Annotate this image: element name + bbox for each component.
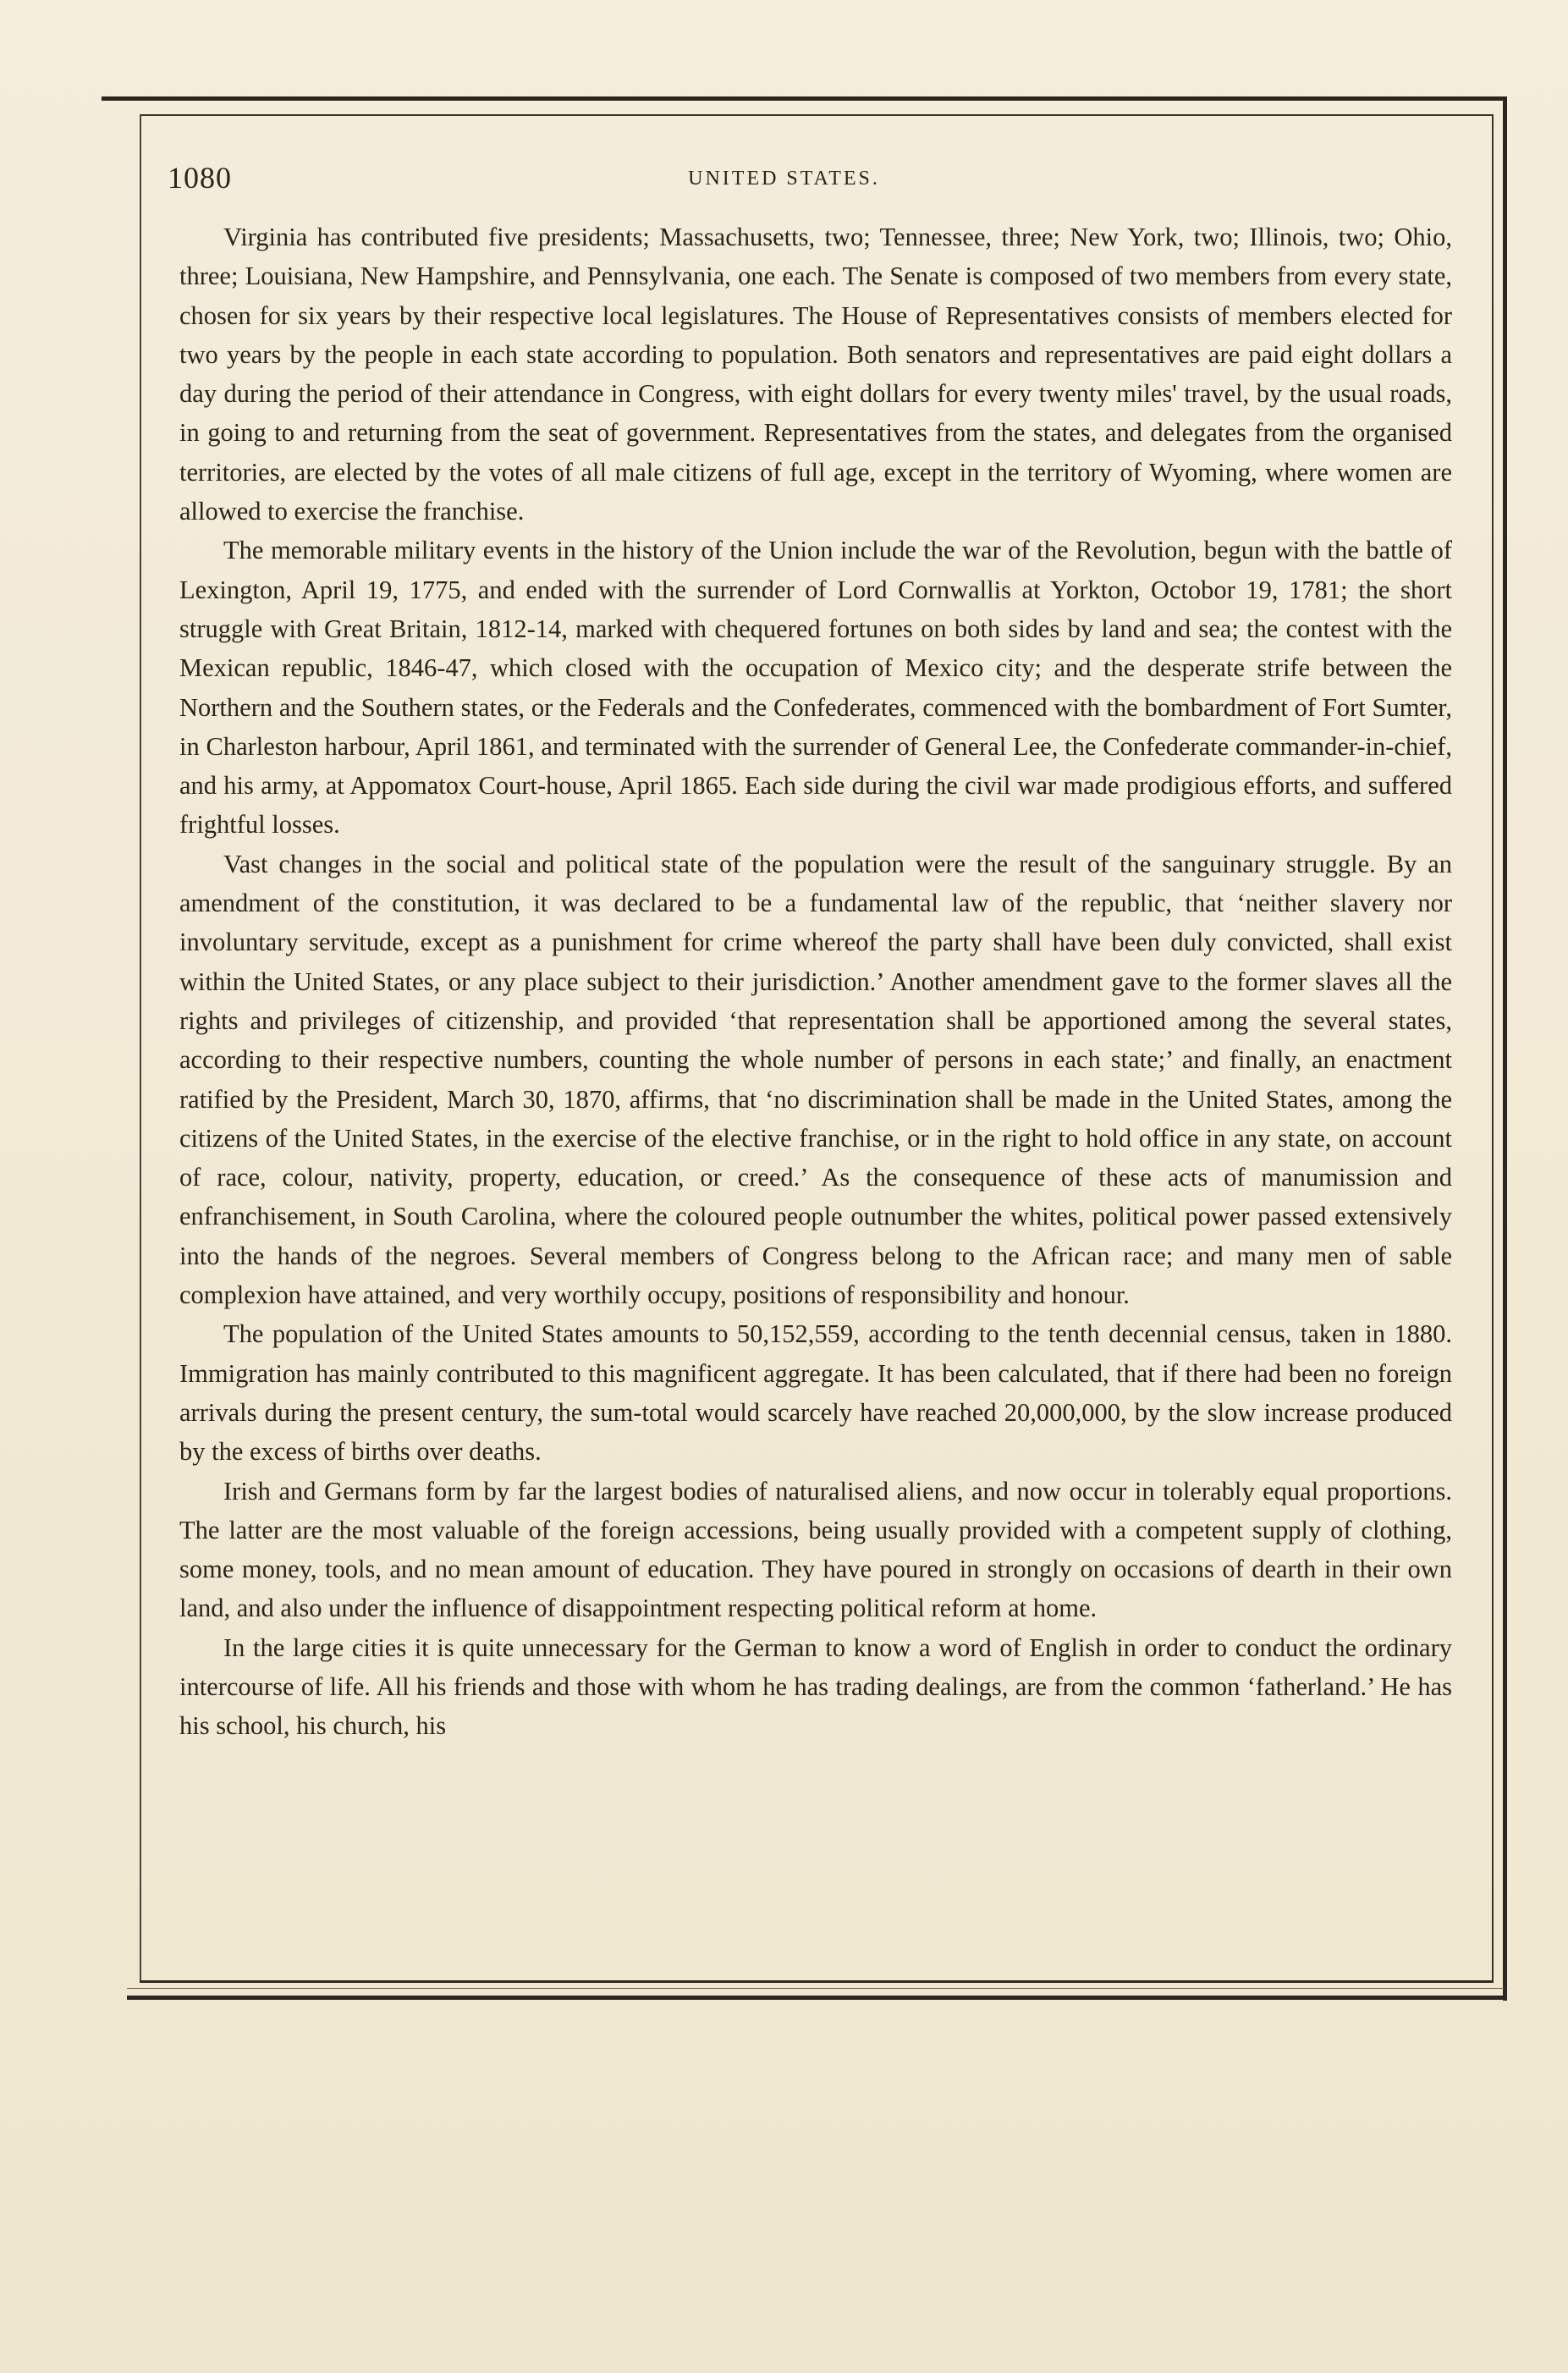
frame-bottom-outer-rule bbox=[127, 1996, 1507, 2000]
paragraph: Virginia has contributed five presidents; Massachusetts, two; Tennessee, three; New York, two; Illinois, two; Ohio, three; Louisiana, New Hampshire, and Pennsylvania, one each. The Senate is composed of two members from every state, chosen for six years by their respective local legislatures. The House of Representatives consists of members elected for two years by the people in each state according to population. Both senators and representatives are paid eight dollars a day during the period of their attendance in Congress, with eight dollars for every twenty miles' travel, by the usual roads, in going to and returning from the seat of government. Representatives from the states, and delegates from the organised territories, are elected by the votes of all male citizens of full age, except in the territory of Wyoming, where women are allowed to exercise the franchise. bbox=[179, 223, 1452, 526]
paragraph: Vast changes in the social and political state of the population were the result of the sanguinary struggle. By an amendment of the constitution, it was declared to be a fundamental law of the republic, that ‘neither slavery nor involuntary servitude, except as a punishment for crime whereof the party shall have been duly convicted, shall exist within the United States, or any place subject to their jurisdiction.’ Another amendment gave to the former slaves all the rights and privileges of citizenship, and provided ‘that representation shall be apportioned among the several states, according to their respective numbers, counting the whole number of persons in each state;’ and finally, an enactment ratified by the President, March 30, 1870, affirms, that ‘no discrimination shall be made in the United States, among the citizens of the United States, in the exercise of the elective franchise, or in the right to hold office in any state, on account of race, colour, nativity, property, education, or creed.’ As the consequence of these acts of manumission and enfranchisement, in South Carolina, where the coloured people outnumber the whites, political power passed extensively into the hands of the negroes. Several members of Congress belong to the African race; and many men of sable complexion have attained, and very worthily occupy, positions of responsibility and honour. bbox=[179, 849, 1452, 1310]
frame-top-outer-rule bbox=[102, 96, 1505, 101]
frame-top-inner-rule bbox=[140, 114, 1492, 116]
frame-bottom-thin-rule bbox=[127, 1988, 1505, 1989]
page-number: 1080 bbox=[168, 161, 232, 195]
frame-right-inner-rule bbox=[1492, 114, 1494, 1983]
paragraph: Irish and Germans form by far the largest bodies of naturalised aliens, and now occur in tolerably equal proportions. The latter are the most valuable of the foreign accessions, being usually provided with a competent supply of clothing, some money, tools, and no mean amount of education. They have poured in strongly on occasions of dearth in their own land, and also under the influence of disappointment respecting political reform at home. bbox=[179, 1476, 1452, 1623]
frame-right-outer-rule bbox=[1503, 96, 1507, 2001]
body-text bbox=[179, 217, 1452, 1746]
frame-bottom-inner-rule bbox=[140, 1980, 1494, 1983]
running-head: UNITED STATES. bbox=[688, 168, 880, 190]
paragraph: In the large cities it is quite unnecessary for the German to know a word of English in order to conduct the ordinary intercourse of life. All his friends and those with whom he has trading dealings, are from the common ‘fatherland.’ He has his school, his church, his bbox=[179, 1632, 1452, 1741]
paragraph: The population of the United States amounts to 50,152,559, according to the tenth decennial census, taken in 1880. Immigration has mainly contributed to this magnificent aggregate. It has been calculated, that if there had been no foreign arrivals during the present century, the sum-total would scarcely have reached 20,000,000, by the slow increase produced by the excess of births over deaths. bbox=[179, 1319, 1452, 1467]
frame-left-rule bbox=[140, 114, 141, 1980]
paragraph: The memorable military events in the history of the Union include the war of the Revolution, begun with the battle of Lexington, April 19, 1775, and ended with the surrender of Lord Cornwallis at Yorkton, Octobor 19, 1781; the short struggle with Great Britain, 1812-14, marked with chequered fortunes on both sides by land and sea; the contest with the Mexican republic, 1846-47, which closed with the occupation of Mexico city; and the desperate strife between the Northern and the Southern states, or the Federals and the Confederates, commenced with the bombardment of Fort Sumter, in Charleston harbour, April 1861, and terminated with the surrender of General Lee, the Confederate commander-in-chief, and his army, at Appomatox Court-house, April 1865. Each side during the civil war made prodigious efforts, and suffered frightful losses. bbox=[179, 536, 1452, 840]
